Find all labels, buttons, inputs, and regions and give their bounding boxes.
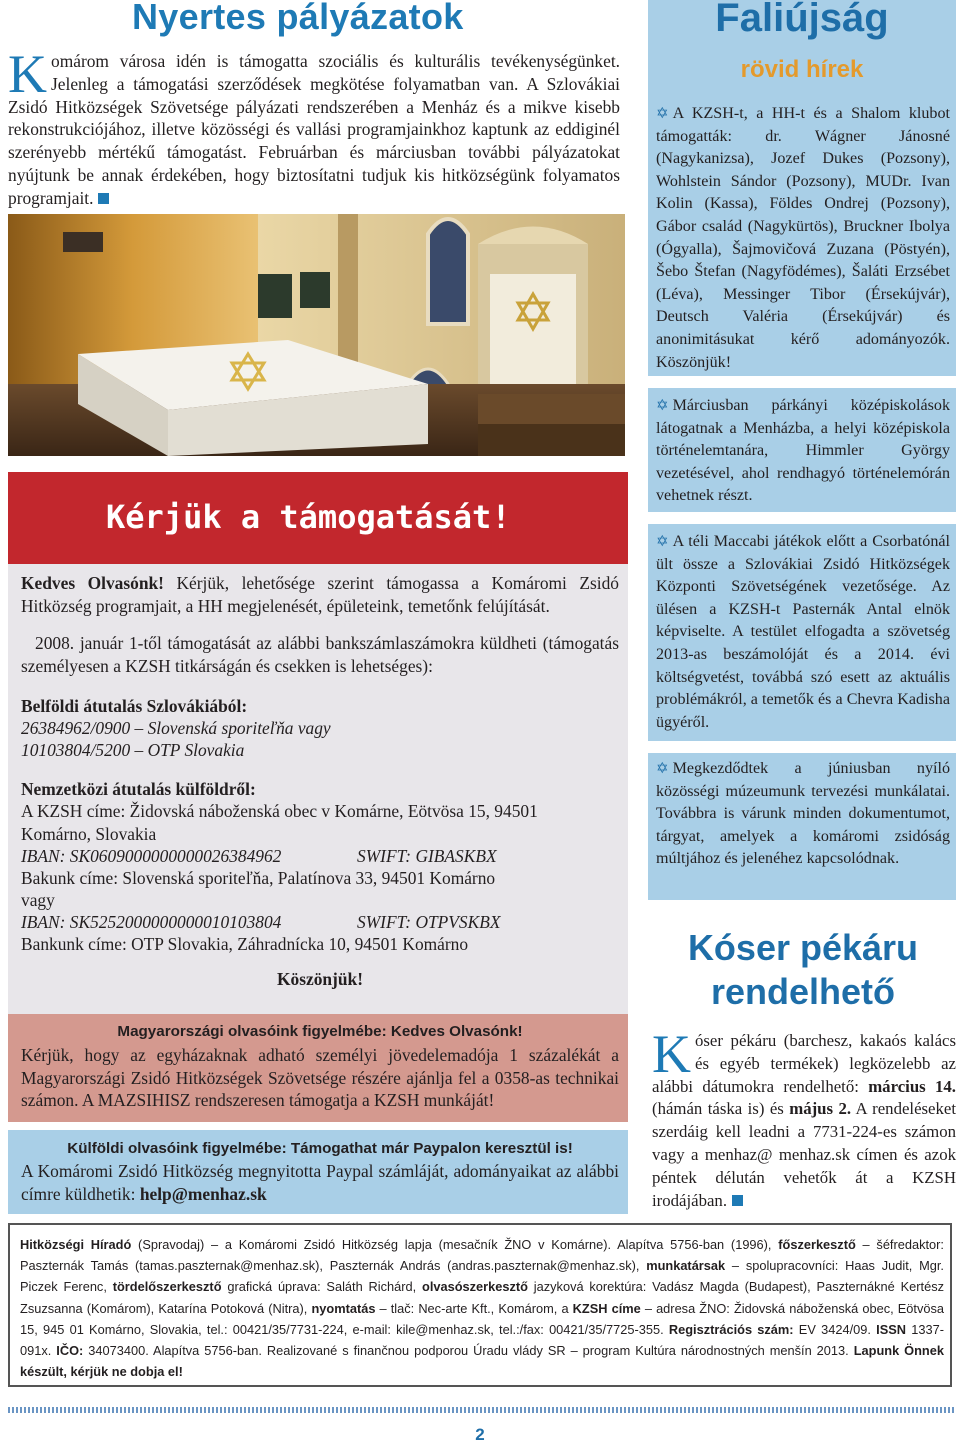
- news-divider: [648, 376, 956, 388]
- support-greeting: Kedves Olvasónk!: [21, 573, 164, 593]
- news-divider: [648, 512, 956, 524]
- bottom-rule: [8, 1407, 954, 1413]
- iban-2: IBAN: SK5252000000000010103804: [21, 912, 282, 932]
- iban-row-1: [21, 845, 619, 868]
- news-item: ✡ Márciusban párkányi középiskolások látogatnak a Menházba, a helyi középiskola történelemtanára, Himmler György vezetésével, ahol rendhagyó történelemórán vehetnek részt.: [656, 397, 950, 505]
- faliujsag-title: Faliújság: [715, 0, 889, 40]
- support-thanks: Köszönjük!: [276, 969, 363, 989]
- news-item: ✡ A téli Maccabi játékok előtt a Csorbatónál ült össze a Szlovákiai Zsidó Hitközségek Központi Szövetségének vezetősége. Az ülésen a KZSH-t Pasternák Antal elnök képviselte. A testület elfogadta a szövetség 2013-as beszámolóját és a 2014. évi költségvetést, továbbá szó esett az aktuális problémákról, a temetők és a Chevra Kadisha ügyéről.: [656, 533, 950, 731]
- swift-2: SWIFT: OTPVSKBX: [357, 912, 501, 932]
- hungary-body: Kérjük, hogy az egyházaknak adható személyi jövedelemadója 1 százalékát a Magyarországi Zsidó Hitközségek Szövetsége részére ajánlja fel a 0358-as technikai számon. A MAZSIHISZ rendszeresen támogatja a KZSH munkáját!: [21, 1045, 619, 1110]
- koser-dropcap: K: [652, 1024, 691, 1084]
- end-mark-icon: [732, 1195, 743, 1206]
- bank-address-2: Bankunk címe: OTP Slovakia, Záhradnícka 10, 94501 Komárno: [21, 934, 469, 954]
- imprint-text: Hitközségi Híradó (Spravodaj) – a Komáromi Zsidó Hitközség lapja (mesačník ŽNO v Komárne). Alapítva 5756-ban (1996), főszerkesztő – šéfredaktor: Paszternák Tamás (tamas.paszternak@menhaz.sk), Paszternák András (andras.paszternak@menhaz.sk), munkatársak – spolupracovníci: Haas Judit, Mgr. Piczek Ferenc, tördelőszerkesztő grafická úprava: Saláth Richárd, olvasószerkesztő jazyková korektúra: Vadász Magda (Budapest), Paszternákné Kertész Zsuzsanna (Komárom), Katarína Potoková (Nitra), nyomtatás – tlač: Nec-arte Kft., Komárom, a KZSH címe – adresa ŽNO: Židovská náboženská obec, Eötvösa 15, 945 01 Komárno, Slovakia, tel.: 00421/35/7731-224, e-mail: kile@menhaz.sk, tel.:/fax: 00421/35/7725-355. Regisztrációs szám: EV 3424/09. ISSN 1337-091x. IČO: 34073400. Alapítva 5756-ban. Realizované s finančnou podporou Úradu vlády SR – program Kultúra národnostných menšín 2013. Lapunk Önnek készült, kérjük ne dobja el!: [20, 1237, 944, 1380]
- article-text: omárom városa idén is támogatta szociális és kulturális tevékenységünket. Jelenleg a támogatási szerződések megkötése folyamatban van. A Szlovákiai Zsidó Hitközségek Szövetsége pályázati rendszerében a Menház és a mikve kisebb rekonstrukciójához, illetve közösségi és vallási programjainkhoz kaptunk az eddiginél szerényebb mértékű támogatást. Februárban és márciusban további pályázatokat nyújtunk be annak érdekében, hogy biztosítatni tudjuk kis hitközségünk folyamatos programjait.: [8, 51, 620, 208]
- end-mark-icon: [98, 193, 109, 204]
- news-divider: [648, 741, 956, 753]
- swift-1: SWIFT: GIBASKBX: [357, 846, 497, 866]
- intl-address-1: A KZSH címe: Židovská náboženská obec v Komárne, Eötvösa 15, 94501: [21, 801, 538, 821]
- star-of-david-icon: ✡: [656, 106, 669, 122]
- support-para2: 2008. január 1-től támogatását az alábbi bankszámlaszámokra küldheti (támogatás személyesen a KZSH titkárságán és csekken is lehetséges):: [21, 633, 619, 676]
- intl-heading: Nemzetközi átutalás külföldről:: [21, 779, 256, 799]
- star-of-david-icon: ✡: [656, 398, 669, 414]
- synagogue-photo-illustration: [8, 214, 625, 456]
- intl-address-2: Komárno, Slovakia: [21, 824, 157, 844]
- paypal-email[interactable]: help@menhaz.sk: [139, 1183, 267, 1204]
- domestic-heading: Belföldi átutalás Szlovákiából:: [21, 696, 248, 716]
- domestic-account-2: 10103804/5200 – OTP Slovakia: [21, 740, 245, 760]
- iban-row-2: [21, 911, 619, 934]
- or-text: vagy: [21, 890, 55, 910]
- hungary-heading: Magyarországi olvasóink figyelmébe: Kedves Olvasónk!: [117, 1023, 523, 1040]
- article-dropcap: K: [8, 44, 47, 104]
- star-of-david-icon: ✡: [656, 761, 669, 777]
- news-item: ✡ Megkezdődtek a júniusban nyíló közösségi múzeumunk tervezési munkálatai. Továbbra is várunk minden dokumentumot, tárgyat, amelyek a komáromi zsidóság múltjához és jelenéhez kapcsolódnak.: [656, 760, 950, 868]
- star-of-david-icon: ✡: [656, 534, 669, 550]
- koser-date-2: május 2.: [789, 1099, 852, 1119]
- synagogue-photo: [8, 214, 625, 456]
- faliujsag-subtitle: rövid hírek: [740, 56, 864, 83]
- support-intro: Kedves Olvasónk! Kérjük, lehetősége szerint támogassa a Komáromi Zsidó Hitközség programjait, a HH megjelenését, épületeink, temetőnk felújítását.: [21, 573, 619, 616]
- support-title: Kérjük a támogatását!: [106, 498, 511, 536]
- paypal-heading: Külföldi olvasóink figyelmébe: Támogathat már Paypalon keresztül is!: [67, 1140, 573, 1157]
- iban-1: IBAN: SK0609000000000026384962: [21, 846, 282, 866]
- article-body: [8, 44, 620, 210]
- koser-body: Kóser pékáru (barchesz, kakaós kalács és egyéb termékek) legközelebb az alábbi dátumokra rendelhető: március 14. (hámán táska is) és május 2. A rendeléseket szerdáig kell leadni a 7731-224-es számon vagy a menhaz@ menhaz.sk címen és azok péntek délután vehetők át a KZSH irodájában.: [652, 1024, 956, 1210]
- koser-title: Kóser pékáru rendelhető: [687, 927, 919, 1012]
- domestic-account-1: 26384962/0900 – Slovenská sporiteľňa vagy: [21, 718, 331, 738]
- koser-date-1: március 14.: [868, 1076, 956, 1096]
- article-title: Nyertes pályázatok: [132, 0, 464, 37]
- page-number: 2: [475, 1425, 485, 1444]
- paypal-body: A Komáromi Zsidó Hitközség megnyitotta Paypal számláját, adományaikat az alábbi címre küldhetik: help@menhaz.sk: [21, 1161, 619, 1204]
- bank-address-1: Bakunk címe: Slovenská sporiteľňa, Palatínova 33, 94501 Komárno: [21, 868, 496, 888]
- news-item: ✡ A KZSH-t, a HH-t és a Shalom klubot támogatták: dr. Wágner Jánosné (Nagykanizsa), Jozef Dukes (Pozsony), Wohlstein Sándor (Pozsony), MUDr. Ivan Kolin (Kassa), Földes Ondrej (Pozsony), Gábor család (Nagykürtös), Bruckner Ibolya (Ógyalla), Šajmovičová Zuzana (Pöstyén), Šebo Štefan (Nagyfödémes), Šaláti Erzsébet (Léva), Messinger Tibor (Érsekújvár), Deutsch Valéria (Érsekújvár) és anonimitásukat kérő adományozók. Köszönjük!: [656, 105, 950, 371]
